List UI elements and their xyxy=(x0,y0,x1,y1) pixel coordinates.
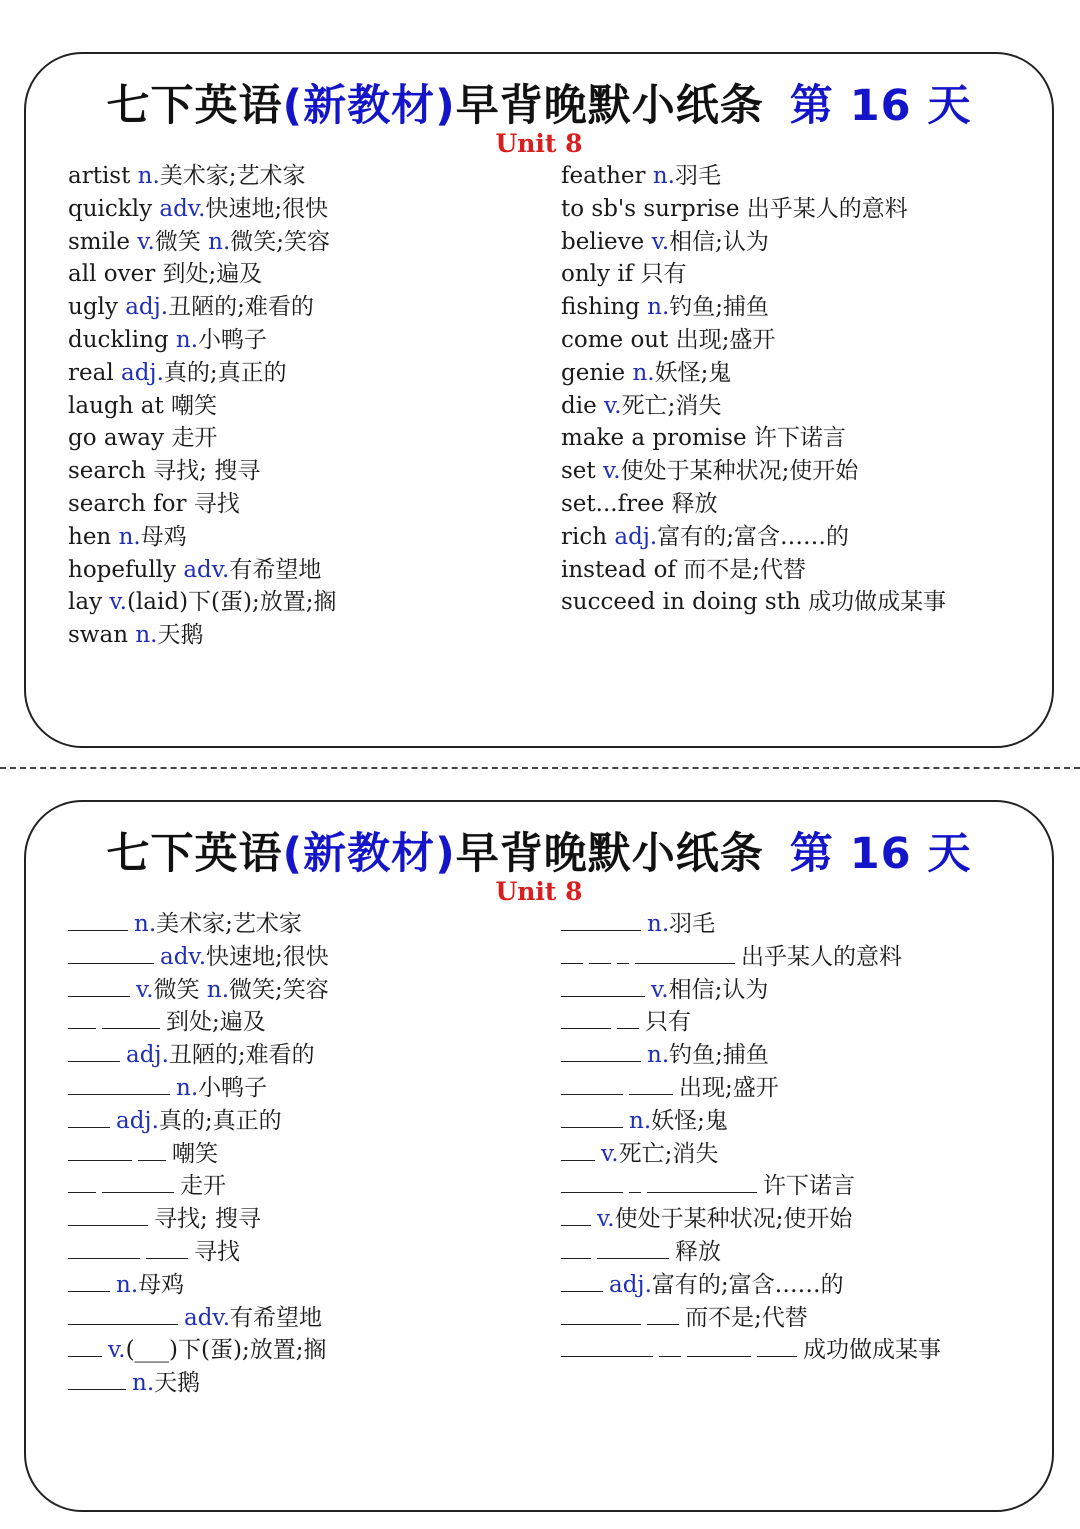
chinese-meaning: 寻找; 搜寻 xyxy=(153,458,261,485)
chinese-meaning: 嘲笑 xyxy=(172,1140,218,1167)
dictation-entry xyxy=(68,1334,329,1367)
dictation-entry xyxy=(561,1302,941,1335)
answer-blank[interactable] xyxy=(597,1236,669,1259)
vocab-entry xyxy=(561,390,946,423)
part-of-speech: adv. xyxy=(160,943,207,970)
dictation-entry xyxy=(561,1138,941,1171)
chinese-meaning: 微笑;笑容 xyxy=(229,976,329,1003)
title-edition: (新教材) xyxy=(282,81,456,131)
chinese-meaning: 母鸡 xyxy=(140,523,187,550)
part-of-speech: adv. xyxy=(184,1304,231,1331)
vocab-entry xyxy=(68,291,337,324)
english-word: genie xyxy=(561,359,626,386)
answer-blank[interactable] xyxy=(561,1039,641,1062)
dictation-entry xyxy=(561,974,941,1007)
english-word: artist xyxy=(68,163,131,189)
english-word: hen xyxy=(68,523,112,550)
chinese-meaning: 真的;真正的 xyxy=(158,1107,282,1134)
part-of-speech: n. xyxy=(118,523,141,550)
dictation-entry xyxy=(68,1302,329,1335)
answer-blank[interactable] xyxy=(561,1269,603,1292)
part-of-speech: adv. xyxy=(183,556,230,583)
answer-blank[interactable] xyxy=(68,1039,120,1062)
vocab-card xyxy=(24,52,1054,748)
vocab-entry xyxy=(561,193,946,226)
chinese-meaning: 使处于某种状况;使开始 xyxy=(614,1206,853,1233)
part-of-speech: adv. xyxy=(159,195,206,222)
chinese-meaning: 相信;认为 xyxy=(668,976,769,1003)
chinese-meaning: 成功做成某事 xyxy=(808,589,947,616)
english-word: come out xyxy=(561,326,669,353)
vocab-entry xyxy=(561,521,946,554)
answer-blank[interactable] xyxy=(68,1203,148,1226)
english-word: instead of xyxy=(561,556,676,583)
dictation-entry xyxy=(561,1170,941,1203)
answer-blank[interactable] xyxy=(68,941,154,964)
part-of-speech: n. xyxy=(629,1107,652,1134)
english-word: hopefully xyxy=(68,556,177,583)
dictation-entry xyxy=(68,941,329,974)
part-of-speech: n. xyxy=(175,326,199,353)
part-of-speech: v. xyxy=(136,976,154,1003)
chinese-meaning: 只有 xyxy=(645,1009,691,1036)
answer-blank[interactable] xyxy=(68,1334,102,1357)
vocab-entry xyxy=(68,554,337,587)
vocab-entry xyxy=(68,160,337,193)
chinese-meaning: 有希望地 xyxy=(229,556,322,583)
chinese-meaning: 死亡;消失 xyxy=(618,1140,719,1167)
english-word: to sb's surprise xyxy=(561,195,740,222)
answer-blank[interactable] xyxy=(617,1006,639,1029)
vocab-list-right xyxy=(561,160,946,619)
english-word: smile xyxy=(68,228,130,255)
part-of-speech: v. xyxy=(604,392,622,419)
english-word: go away xyxy=(68,425,164,452)
chinese-meaning: 真的;真正的 xyxy=(163,359,287,386)
dictation-entry xyxy=(68,1269,329,1302)
vocab-entry xyxy=(561,422,946,455)
vocab-entry xyxy=(561,226,946,259)
vocab-entry xyxy=(68,521,337,554)
english-word: quickly xyxy=(68,195,153,222)
answer-blank[interactable] xyxy=(647,1170,757,1193)
english-word: search for xyxy=(68,490,187,517)
title-main: 七下英语 xyxy=(106,829,283,879)
chinese-meaning: 到处;遍及 xyxy=(166,1009,266,1036)
english-word: duckling xyxy=(68,326,169,353)
part-of-speech: n. xyxy=(208,228,231,255)
dictation-entry xyxy=(68,1039,329,1072)
dictation-entry xyxy=(561,1006,941,1039)
answer-blank[interactable] xyxy=(68,1006,96,1029)
chinese-meaning: 羽毛 xyxy=(669,911,716,937)
chinese-meaning: (laid)下(蛋);放置;搁 xyxy=(126,589,337,616)
chinese-meaning: 而不是;代替 xyxy=(685,1304,808,1331)
title-sub: 早背晚默小纸条 xyxy=(455,81,764,131)
answer-blank[interactable] xyxy=(102,1006,160,1029)
chinese-meaning: 走开 xyxy=(171,425,218,452)
chinese-meaning: 许下诺言 xyxy=(763,1173,855,1200)
answer-blank[interactable] xyxy=(561,1072,623,1095)
answer-blank[interactable] xyxy=(68,1236,140,1259)
chinese-meaning: 有希望地 xyxy=(230,1304,323,1331)
chinese-meaning: 富有的;富含……的 xyxy=(657,523,849,550)
vocab-entry xyxy=(68,193,337,226)
english-word: real xyxy=(68,359,114,386)
dictation-entry xyxy=(561,1105,941,1138)
answer-blank[interactable] xyxy=(102,1170,174,1193)
part-of-speech: n. xyxy=(137,163,160,189)
english-word: succeed in doing sth xyxy=(561,589,801,616)
answer-blank[interactable] xyxy=(68,1105,110,1128)
dictation-entry xyxy=(561,1334,941,1367)
answer-blank[interactable] xyxy=(561,1236,591,1259)
vocab-entry xyxy=(561,586,946,619)
answer-blank[interactable] xyxy=(68,974,130,997)
title-sub: 早背晚默小纸条 xyxy=(455,829,764,879)
dictation-entry xyxy=(561,941,941,974)
chinese-meaning: 小鸭子 xyxy=(198,1074,268,1101)
part-of-speech: v. xyxy=(602,458,621,485)
dictation-entry xyxy=(68,1203,329,1236)
english-word: all over xyxy=(68,261,156,288)
page-title xyxy=(26,72,1052,133)
part-of-speech: n. xyxy=(132,1370,155,1397)
english-word: make a promise xyxy=(561,425,747,452)
english-word: rich xyxy=(561,523,608,550)
answer-blank[interactable] xyxy=(68,1170,96,1193)
part-of-speech: adj. xyxy=(121,359,164,386)
chinese-meaning: 只有 xyxy=(640,261,687,288)
answer-blank[interactable] xyxy=(561,1006,611,1029)
dictation-list-right xyxy=(561,908,941,1367)
chinese-meaning: 寻找 xyxy=(193,490,240,517)
chinese-meaning: 许下诺言 xyxy=(753,425,846,452)
chinese-meaning: 微笑 xyxy=(154,228,201,255)
chinese-meaning: 快速地;很快 xyxy=(205,195,329,222)
answer-blank[interactable] xyxy=(68,1269,110,1292)
title-main: 七下英语 xyxy=(106,81,283,131)
part-of-speech: v. xyxy=(651,976,669,1003)
part-of-speech: n. xyxy=(647,294,670,321)
dictation-entry xyxy=(68,1006,329,1039)
part-of-speech: v. xyxy=(597,1206,615,1233)
dictation-entry xyxy=(561,1039,941,1072)
answer-blank[interactable] xyxy=(561,1170,623,1193)
vocab-list-left xyxy=(68,160,337,652)
answer-blank[interactable] xyxy=(647,1302,679,1325)
english-word: believe xyxy=(561,228,645,255)
part-of-speech: n. xyxy=(647,1042,670,1069)
answer-blank[interactable] xyxy=(561,941,583,964)
part-of-speech: adj. xyxy=(614,523,658,550)
dictation-list-left xyxy=(68,908,329,1400)
answer-blank[interactable] xyxy=(561,1203,591,1226)
answer-blank[interactable] xyxy=(659,1334,681,1357)
answer-blank[interactable] xyxy=(635,941,735,964)
vocab-entry xyxy=(68,390,337,423)
chinese-meaning: 走开 xyxy=(180,1173,226,1200)
chinese-meaning: 富有的;富含……的 xyxy=(651,1271,844,1298)
chinese-meaning: 使处于某种状况;使开始 xyxy=(620,458,859,485)
part-of-speech: n. xyxy=(135,622,158,649)
dictation-entry xyxy=(68,908,329,941)
vocab-entry xyxy=(68,455,337,488)
chinese-meaning: 到处;遍及 xyxy=(162,261,263,288)
chinese-meaning: 丑陋的;难看的 xyxy=(168,294,314,321)
chinese-meaning: 寻找 xyxy=(194,1238,240,1265)
part-of-speech: n. xyxy=(652,163,675,189)
part-of-speech: n. xyxy=(206,976,230,1003)
part-of-speech: v. xyxy=(137,228,155,255)
part-of-speech: v. xyxy=(601,1140,619,1167)
answer-blank[interactable] xyxy=(68,1072,170,1095)
part-of-speech: n. xyxy=(176,1074,199,1101)
unit-label: Unit 8 xyxy=(495,877,583,906)
vocab-entry xyxy=(561,488,946,521)
answer-blank[interactable] xyxy=(629,1072,673,1095)
english-word: fishing xyxy=(561,294,640,321)
chinese-meaning: 而不是;代替 xyxy=(683,556,806,583)
chinese-meaning: 美术家;艺术家 xyxy=(156,911,302,937)
vocab-entry xyxy=(68,324,337,357)
chinese-meaning: (___)下(蛋);放置;搁 xyxy=(125,1337,327,1364)
part-of-speech: adj. xyxy=(116,1107,159,1134)
answer-blank[interactable] xyxy=(757,1334,797,1357)
vocab-entry xyxy=(561,554,946,587)
vocab-entry xyxy=(68,586,337,619)
answer-blank[interactable] xyxy=(68,908,128,931)
title-day: 第 16 天 xyxy=(789,829,972,879)
english-word: ugly xyxy=(68,294,118,321)
dictation-entry xyxy=(68,1138,329,1171)
dictation-entry xyxy=(68,1072,329,1105)
chinese-meaning: 出现;盛开 xyxy=(675,326,776,353)
chinese-meaning: 天鹅 xyxy=(157,622,204,649)
chinese-meaning: 母鸡 xyxy=(138,1271,185,1298)
answer-blank[interactable] xyxy=(561,1138,595,1161)
answer-blank[interactable] xyxy=(68,1138,132,1161)
part-of-speech: v. xyxy=(109,589,127,616)
answer-blank[interactable] xyxy=(561,1105,623,1128)
part-of-speech: v. xyxy=(651,228,670,255)
dictation-entry xyxy=(68,1170,329,1203)
part-of-speech: n. xyxy=(116,1271,139,1298)
chinese-meaning: 羽毛 xyxy=(674,163,721,189)
answer-blank[interactable] xyxy=(589,941,611,964)
english-word: search xyxy=(68,458,146,485)
chinese-meaning: 天鹅 xyxy=(154,1370,201,1397)
chinese-meaning: 微笑;笑容 xyxy=(230,228,331,255)
dictation-entry xyxy=(561,908,941,941)
vocab-entry xyxy=(561,258,946,291)
vocab-entry xyxy=(68,422,337,455)
part-of-speech: n. xyxy=(134,911,157,937)
chinese-meaning: 妖怪;鬼 xyxy=(651,1107,728,1134)
chinese-meaning: 释放 xyxy=(671,490,718,517)
vocab-entry xyxy=(561,455,946,488)
dictation-entry xyxy=(561,1269,941,1302)
vocab-entry xyxy=(561,324,946,357)
answer-blank[interactable] xyxy=(138,1138,166,1161)
chinese-meaning: 相信;认为 xyxy=(669,228,769,255)
answer-blank[interactable] xyxy=(68,1367,126,1390)
answer-blank[interactable] xyxy=(68,1302,178,1325)
dictation-entry xyxy=(561,1236,941,1269)
english-word: die xyxy=(561,392,597,419)
chinese-meaning: 微笑 xyxy=(153,976,200,1003)
answer-blank[interactable] xyxy=(617,941,629,964)
vocab-entry xyxy=(68,226,337,259)
chinese-meaning: 小鸭子 xyxy=(198,326,268,353)
part-of-speech: adj. xyxy=(126,1042,169,1069)
chinese-meaning: 快速地;很快 xyxy=(206,943,329,970)
answer-blank[interactable] xyxy=(561,1334,653,1357)
answer-blank[interactable] xyxy=(687,1334,751,1357)
dictation-entry xyxy=(68,1105,329,1138)
answer-blank[interactable] xyxy=(561,1302,641,1325)
vocab-entry xyxy=(68,619,337,652)
answer-blank[interactable] xyxy=(561,974,645,997)
chinese-meaning: 丑陋的;难看的 xyxy=(168,1042,315,1069)
vocab-entry xyxy=(561,291,946,324)
vocab-entry xyxy=(68,488,337,521)
english-word: only if xyxy=(561,261,634,288)
dictation-entry xyxy=(68,974,329,1007)
part-of-speech: adj. xyxy=(609,1271,652,1298)
dictation-entry xyxy=(68,1367,329,1400)
vocab-entry xyxy=(68,258,337,291)
part-of-speech: n. xyxy=(632,359,655,386)
chinese-meaning: 妖怪;鬼 xyxy=(654,359,732,386)
unit-label: Unit 8 xyxy=(495,129,583,158)
title-edition: (新教材) xyxy=(282,829,456,879)
page-title xyxy=(26,820,1052,881)
part-of-speech: v. xyxy=(108,1337,126,1364)
title-day: 第 16 天 xyxy=(789,81,972,131)
vocab-entry xyxy=(68,357,337,390)
part-of-speech: adj. xyxy=(125,294,169,321)
part-of-speech: n. xyxy=(647,911,670,937)
dictation-entry xyxy=(561,1203,941,1236)
english-word: set xyxy=(561,458,596,485)
chinese-meaning: 出乎某人的意料 xyxy=(746,195,908,222)
cut-line xyxy=(0,767,1080,769)
chinese-meaning: 寻找; 搜寻 xyxy=(154,1206,262,1233)
english-word: laugh at xyxy=(68,392,164,419)
answer-blank[interactable] xyxy=(146,1236,188,1259)
dictation-entry xyxy=(68,1236,329,1269)
vocab-entry xyxy=(561,160,946,193)
english-word: feather xyxy=(561,163,646,189)
chinese-meaning: 释放 xyxy=(675,1238,721,1265)
chinese-meaning: 钓鱼;捕鱼 xyxy=(669,1042,769,1069)
dictation-card xyxy=(24,800,1054,1512)
english-word: set...free xyxy=(561,490,665,517)
chinese-meaning: 美术家;艺术家 xyxy=(159,163,306,189)
chinese-meaning: 嘲笑 xyxy=(171,392,217,419)
chinese-meaning: 出乎某人的意料 xyxy=(741,943,902,970)
english-word: lay xyxy=(68,589,103,616)
chinese-meaning: 成功做成某事 xyxy=(803,1337,941,1364)
chinese-meaning: 死亡;消失 xyxy=(621,392,722,419)
dictation-entry xyxy=(561,1072,941,1105)
english-word: swan xyxy=(68,622,129,649)
answer-blank[interactable] xyxy=(629,1170,641,1193)
chinese-meaning: 出现;盛开 xyxy=(679,1074,779,1101)
vocab-entry xyxy=(561,357,946,390)
answer-blank[interactable] xyxy=(561,908,641,931)
chinese-meaning: 钓鱼;捕鱼 xyxy=(669,294,770,321)
